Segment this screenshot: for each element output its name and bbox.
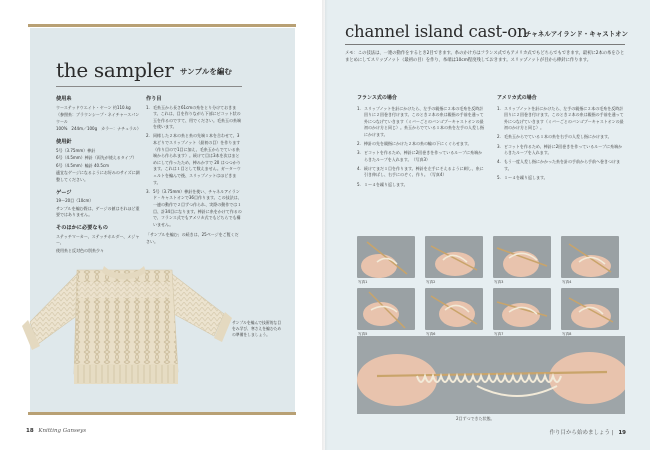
right-footer: 作り目から始めましょう | 19 <box>549 430 626 436</box>
step-text: スリップノットを針にかけたら、左手の親指に２本の毛糸を反時計回りに２回巻き付けます。このとき２本の糸は親指の手前を通って外につなげていきます（ミバーごとのバンゴブーキャストオンの最初のかけ方と同じ）。糸玉からでている１本の糸を左手の人差し指にかけます。 <box>364 105 484 137</box>
american-method-column <box>497 95 625 184</box>
top-accent-rule <box>28 24 296 27</box>
step-text: 同様した２本の糸と糸の先端１本を合わせて、3本どりでスリップノット（最初の目）を作ります（作り目ので1目に加え、毛糸玉からでている糸端から作られます）。続けて目は3本を次はまとめにして作ったため、棒みかすで 20 はつつかります。これは１目として数えません。ガーターウェルトを編んで後、スリップノットはほどきます。 <box>153 133 241 185</box>
photo-caption: 写真4 <box>562 280 572 284</box>
method-note: 「サンプルを編む」の続きは、25ページをご覧ください。 <box>146 232 239 244</box>
step-text: 5号（3.75mm）棒針を使い、チャネルアイランド・キャストオンで36目作ります。この技法は、一連の動作で２目ずつ作られ、実際の動作では１目、計34目になります。棒針に糸をかけて作るので、フランス式でもアメリカ式でもどちらでも構いません。 <box>153 188 242 227</box>
step-number: 3. <box>146 188 150 194</box>
section-subtitle: チャネルアイランド・キャストオン <box>525 30 629 38</box>
photo-caption: 写真2 <box>426 280 436 284</box>
step-text: １〜４を繰り返します。 <box>504 174 548 180</box>
step-text: 毛糸玉から長さ61cmの糸をとり分けておきます。これは、目を作りながら下部にビコット状の玉を作るのですて、用でください。毛糸玉の糸端を使います。 <box>153 104 242 130</box>
american-step <box>497 106 625 132</box>
american-step <box>497 144 625 157</box>
title-underline <box>56 86 242 87</box>
step-photo-8 <box>561 288 619 330</box>
materials-heading: 使用糸 <box>56 96 72 102</box>
materials-line: ウーステッドウエイト・ヤーン 約110.kg <box>56 104 131 110</box>
step-number: 2. <box>357 141 361 147</box>
needles-line: 適宜なゲージになるようにお好みのサイズに調整してください。 <box>56 170 140 182</box>
step-text: 棒針の先を親指にかけた２本の糸の輪の下にくぐらせます。 <box>364 141 472 147</box>
section-title: channel island cast-on <box>345 22 528 41</box>
french-step <box>357 182 485 189</box>
step-number: 5. <box>357 181 361 187</box>
american-heading: アメリカ式の場合 <box>497 95 537 101</box>
step-text: ビコットを作るため、棒針に2回巻きを作っているループに糸端からきたループを入れます。（写真3） <box>364 150 483 162</box>
step-photo-4 <box>561 236 619 278</box>
step-number: 2. <box>146 133 150 139</box>
step-photo-5 <box>357 288 415 330</box>
step-number: 2. <box>497 134 501 140</box>
american-step <box>497 175 625 182</box>
step-number: 1. <box>497 105 501 111</box>
step-number: 1. <box>146 104 150 110</box>
sweater-caption: サンプルを編んで技術的な目をみ学び、寒さえを編むための準備をしましょう。 <box>232 320 282 337</box>
step-text: 続けてまだ１目を作ります。棒針を左手にそえるように刺し、糸に引き伸ばし、右手にのぞく、作り。（写真4） <box>364 165 484 178</box>
photo-caption: 写真8 <box>562 332 572 336</box>
method-step <box>146 189 242 229</box>
step-photo-3 <box>493 236 551 278</box>
page-title: the sampler <box>56 58 174 82</box>
step-text: 毛糸玉からでている１本の糸を右手の人差し指にかけます。 <box>504 134 612 140</box>
step-photo-2 <box>425 236 483 278</box>
bottom-accent-rule <box>28 412 296 415</box>
step-photo-6 <box>425 288 483 330</box>
step-number: 4. <box>357 165 361 171</box>
step-text: スリップノットを針にかけたら、左手の親指に２本の毛糸を反時計回りに２回巻き付けます。このとき２本の糸は親指の手前を通って外につなげていきます（ミバーごとのバンゴブーキャストオンの最初のかけ方と同じ）。 <box>504 105 624 131</box>
left-page-number: 18 <box>26 428 34 434</box>
step-number: 1. <box>357 105 361 111</box>
gauge-heading: ゲージ <box>56 189 72 196</box>
photo-caption: 写真5 <box>358 332 368 336</box>
photo-caption: 写真7 <box>494 332 504 336</box>
method-step <box>146 133 242 186</box>
french-step <box>357 166 485 179</box>
french-step <box>357 106 485 139</box>
left-running-head: Knitting Ganseys <box>38 428 87 434</box>
method-step <box>146 105 242 131</box>
needles-heading: 使用針 <box>56 138 72 145</box>
american-step <box>497 159 625 172</box>
photo-caption: 写真6 <box>426 332 436 336</box>
page-gutter <box>322 0 328 450</box>
step-number: 3. <box>497 143 501 149</box>
step-number: 3. <box>357 150 361 156</box>
sweater-photo <box>22 252 232 402</box>
step-text: １〜４を繰り返します。 <box>364 181 408 187</box>
french-method-column <box>357 95 485 191</box>
french-heading: フランス式の場合 <box>357 95 397 101</box>
left-footer <box>26 428 86 434</box>
french-step <box>357 150 485 163</box>
gauge-line: サンプルを編む際は、ゲージの値はそれほど重要ではありません。 <box>56 205 140 218</box>
right-running-head: 作り目から始めましょう <box>549 430 610 436</box>
french-step <box>357 141 485 148</box>
intro-note: メモ：この技法は、一連の動作をするとき2目できます。糸のかけ方はフランス式でもアメリカ式でもどちらでもできます。最初に2本の糸をひとまとめにしてスリップノット（最初の目）を作り、糸端は10cm程度残しておきます。スリップノットが目から棒針に作ります。 <box>345 51 625 63</box>
step-photo-1 <box>357 236 415 278</box>
needles-line: 5号（3.75mm）棒針 <box>56 147 96 153</box>
american-step <box>497 134 625 141</box>
other-items-line: 使用糸と反対色の別糸少々 <box>56 247 104 253</box>
photo-caption: 写真1 <box>358 280 368 284</box>
needles-line: 6号（4.5mm）棒針（両先が使えるタイプ） <box>56 155 137 161</box>
other-items-line: ステッチマーカー、ステッチホルダー、メジャー、 <box>56 233 140 246</box>
result-photo-caption: 2目ずつできた状態。 <box>456 416 495 421</box>
step-number: 4. <box>497 159 501 165</box>
result-photo <box>357 336 625 414</box>
step-text: ビコットを作るため、棒針に2回巻きを作っているループに糸端からきたループを入れます。 <box>504 143 623 156</box>
photo-caption: 写真3 <box>494 280 504 284</box>
step-text: もう一度人差し指にかかった糸を針の手前から手前へ巻きつけます。 <box>504 159 620 171</box>
materials-line: 100% 244m／100g カラー：ナチュラル） <box>56 126 141 132</box>
materials-line: （参照糸：ブラウンシープ・ネイチャースパンウール <box>56 112 140 124</box>
method-heading: 作り目 <box>146 96 162 102</box>
step-number: 5. <box>497 174 501 180</box>
gauge-line: 19～20目（10cm） <box>56 198 94 204</box>
right-page-number: 19 <box>618 430 626 436</box>
section-title-underline <box>345 44 625 45</box>
other-items-heading: そのほかに必要なもの <box>56 224 108 231</box>
needles-line: 6号（4.5mm）輪針 40.5cm <box>56 162 109 168</box>
page-subtitle: サンプルを編む <box>180 67 232 76</box>
materials-column <box>56 96 141 255</box>
step-photo-7 <box>493 288 551 330</box>
cast-on-method-column <box>146 96 242 246</box>
